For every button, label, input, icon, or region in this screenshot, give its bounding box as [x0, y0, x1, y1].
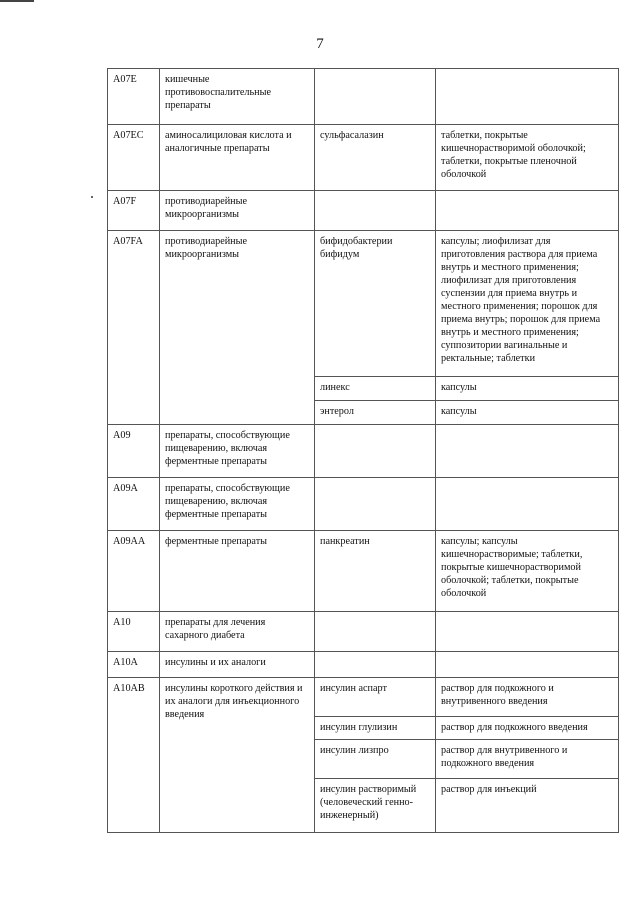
table-row	[108, 191, 619, 231]
table-row	[108, 612, 619, 652]
atc-code-cell: A07F	[108, 191, 160, 231]
table-row	[108, 678, 619, 717]
table-row	[108, 531, 619, 612]
drug-cell: инсулин растворимый (человеческий генно-инженерный)	[315, 779, 436, 833]
atc-code-cell: A07E	[108, 69, 160, 125]
table-row	[108, 69, 619, 125]
form-cell: раствор для инъекций	[436, 779, 619, 833]
atc-code-cell: A09AA	[108, 531, 160, 612]
form-cell	[436, 612, 619, 652]
table-row	[108, 478, 619, 531]
drug-cell: инсулин лизпро	[315, 740, 436, 779]
group-cell: препараты для лечения сахарного диабета	[160, 612, 315, 652]
atc-code-cell: A09A	[108, 478, 160, 531]
drug-cell	[315, 652, 436, 678]
form-cell	[436, 478, 619, 531]
drug-cell: сульфасалазин	[315, 125, 436, 191]
atc-code-cell: A10A	[108, 652, 160, 678]
corner-mark	[0, 0, 34, 2]
drug-cell	[315, 478, 436, 531]
form-cell: таблетки, покрытые кишечнорастворимой оболочкой; таблетки, покрытые пленочной оболочкой	[436, 125, 619, 191]
group-cell: ферментные препараты	[160, 531, 315, 612]
table-row	[108, 125, 619, 191]
form-cell	[436, 191, 619, 231]
drug-cell: энтерол	[315, 401, 436, 425]
form-cell: капсулы; лиофилизат для приготовления раствора для приема внутрь и местного применения; лиофилизат для приготовления суспензии для приема внутрь и местного применения; порошок для приема внутрь; порошок для приема внутрь и местного применения; суппозитории вагинальные и ректальные; таблетки	[436, 231, 619, 377]
drug-cell	[315, 69, 436, 125]
group-cell: аминосалициловая кислота и аналогичные препараты	[160, 125, 315, 191]
stray-dot	[91, 196, 93, 198]
form-cell: капсулы	[436, 401, 619, 425]
atc-code-cell: A09	[108, 425, 160, 478]
table-row	[108, 231, 619, 377]
drug-cell: бифидобактерии бифидум	[315, 231, 436, 377]
drug-cell	[315, 425, 436, 478]
form-cell	[436, 425, 619, 478]
drug-cell: линекс	[315, 377, 436, 401]
drug-registry-table	[107, 68, 619, 833]
form-cell: раствор для подкожного введения	[436, 717, 619, 740]
table-row	[108, 425, 619, 478]
group-cell: препараты, способствующие пищеварению, включая ферментные препараты	[160, 478, 315, 531]
drug-cell: панкреатин	[315, 531, 436, 612]
drug-cell: инсулин глулизин	[315, 717, 436, 740]
form-cell: капсулы; капсулы кишечнорастворимые; таблетки, покрытые кишечнорастворимой оболочкой; таблетки, покрытые оболочкой	[436, 531, 619, 612]
table-row	[108, 652, 619, 678]
atc-code-cell: A07FA	[108, 231, 160, 425]
form-cell: раствор для подкожного и внутривенного введения	[436, 678, 619, 717]
form-cell: раствор для внутривенного и подкожного введения	[436, 740, 619, 779]
group-cell: противодиарейные микроорганизмы	[160, 191, 315, 231]
form-cell	[436, 69, 619, 125]
atc-code-cell: A07EC	[108, 125, 160, 191]
form-cell	[436, 652, 619, 678]
atc-code-cell: A10AB	[108, 678, 160, 833]
form-cell: капсулы	[436, 377, 619, 401]
group-cell: кишечные противовоспалительные препараты	[160, 69, 315, 125]
group-cell: инсулины короткого действия и их аналоги для инъекционного введения	[160, 678, 315, 833]
drug-cell	[315, 191, 436, 231]
group-cell: препараты, способствующие пищеварению, включая ферментные препараты	[160, 425, 315, 478]
page-number: 7	[316, 36, 324, 52]
group-cell: противодиарейные микроорганизмы	[160, 231, 315, 425]
group-cell: инсулины и их аналоги	[160, 652, 315, 678]
drug-cell	[315, 612, 436, 652]
atc-code-cell: A10	[108, 612, 160, 652]
drug-cell: инсулин аспарт	[315, 678, 436, 717]
